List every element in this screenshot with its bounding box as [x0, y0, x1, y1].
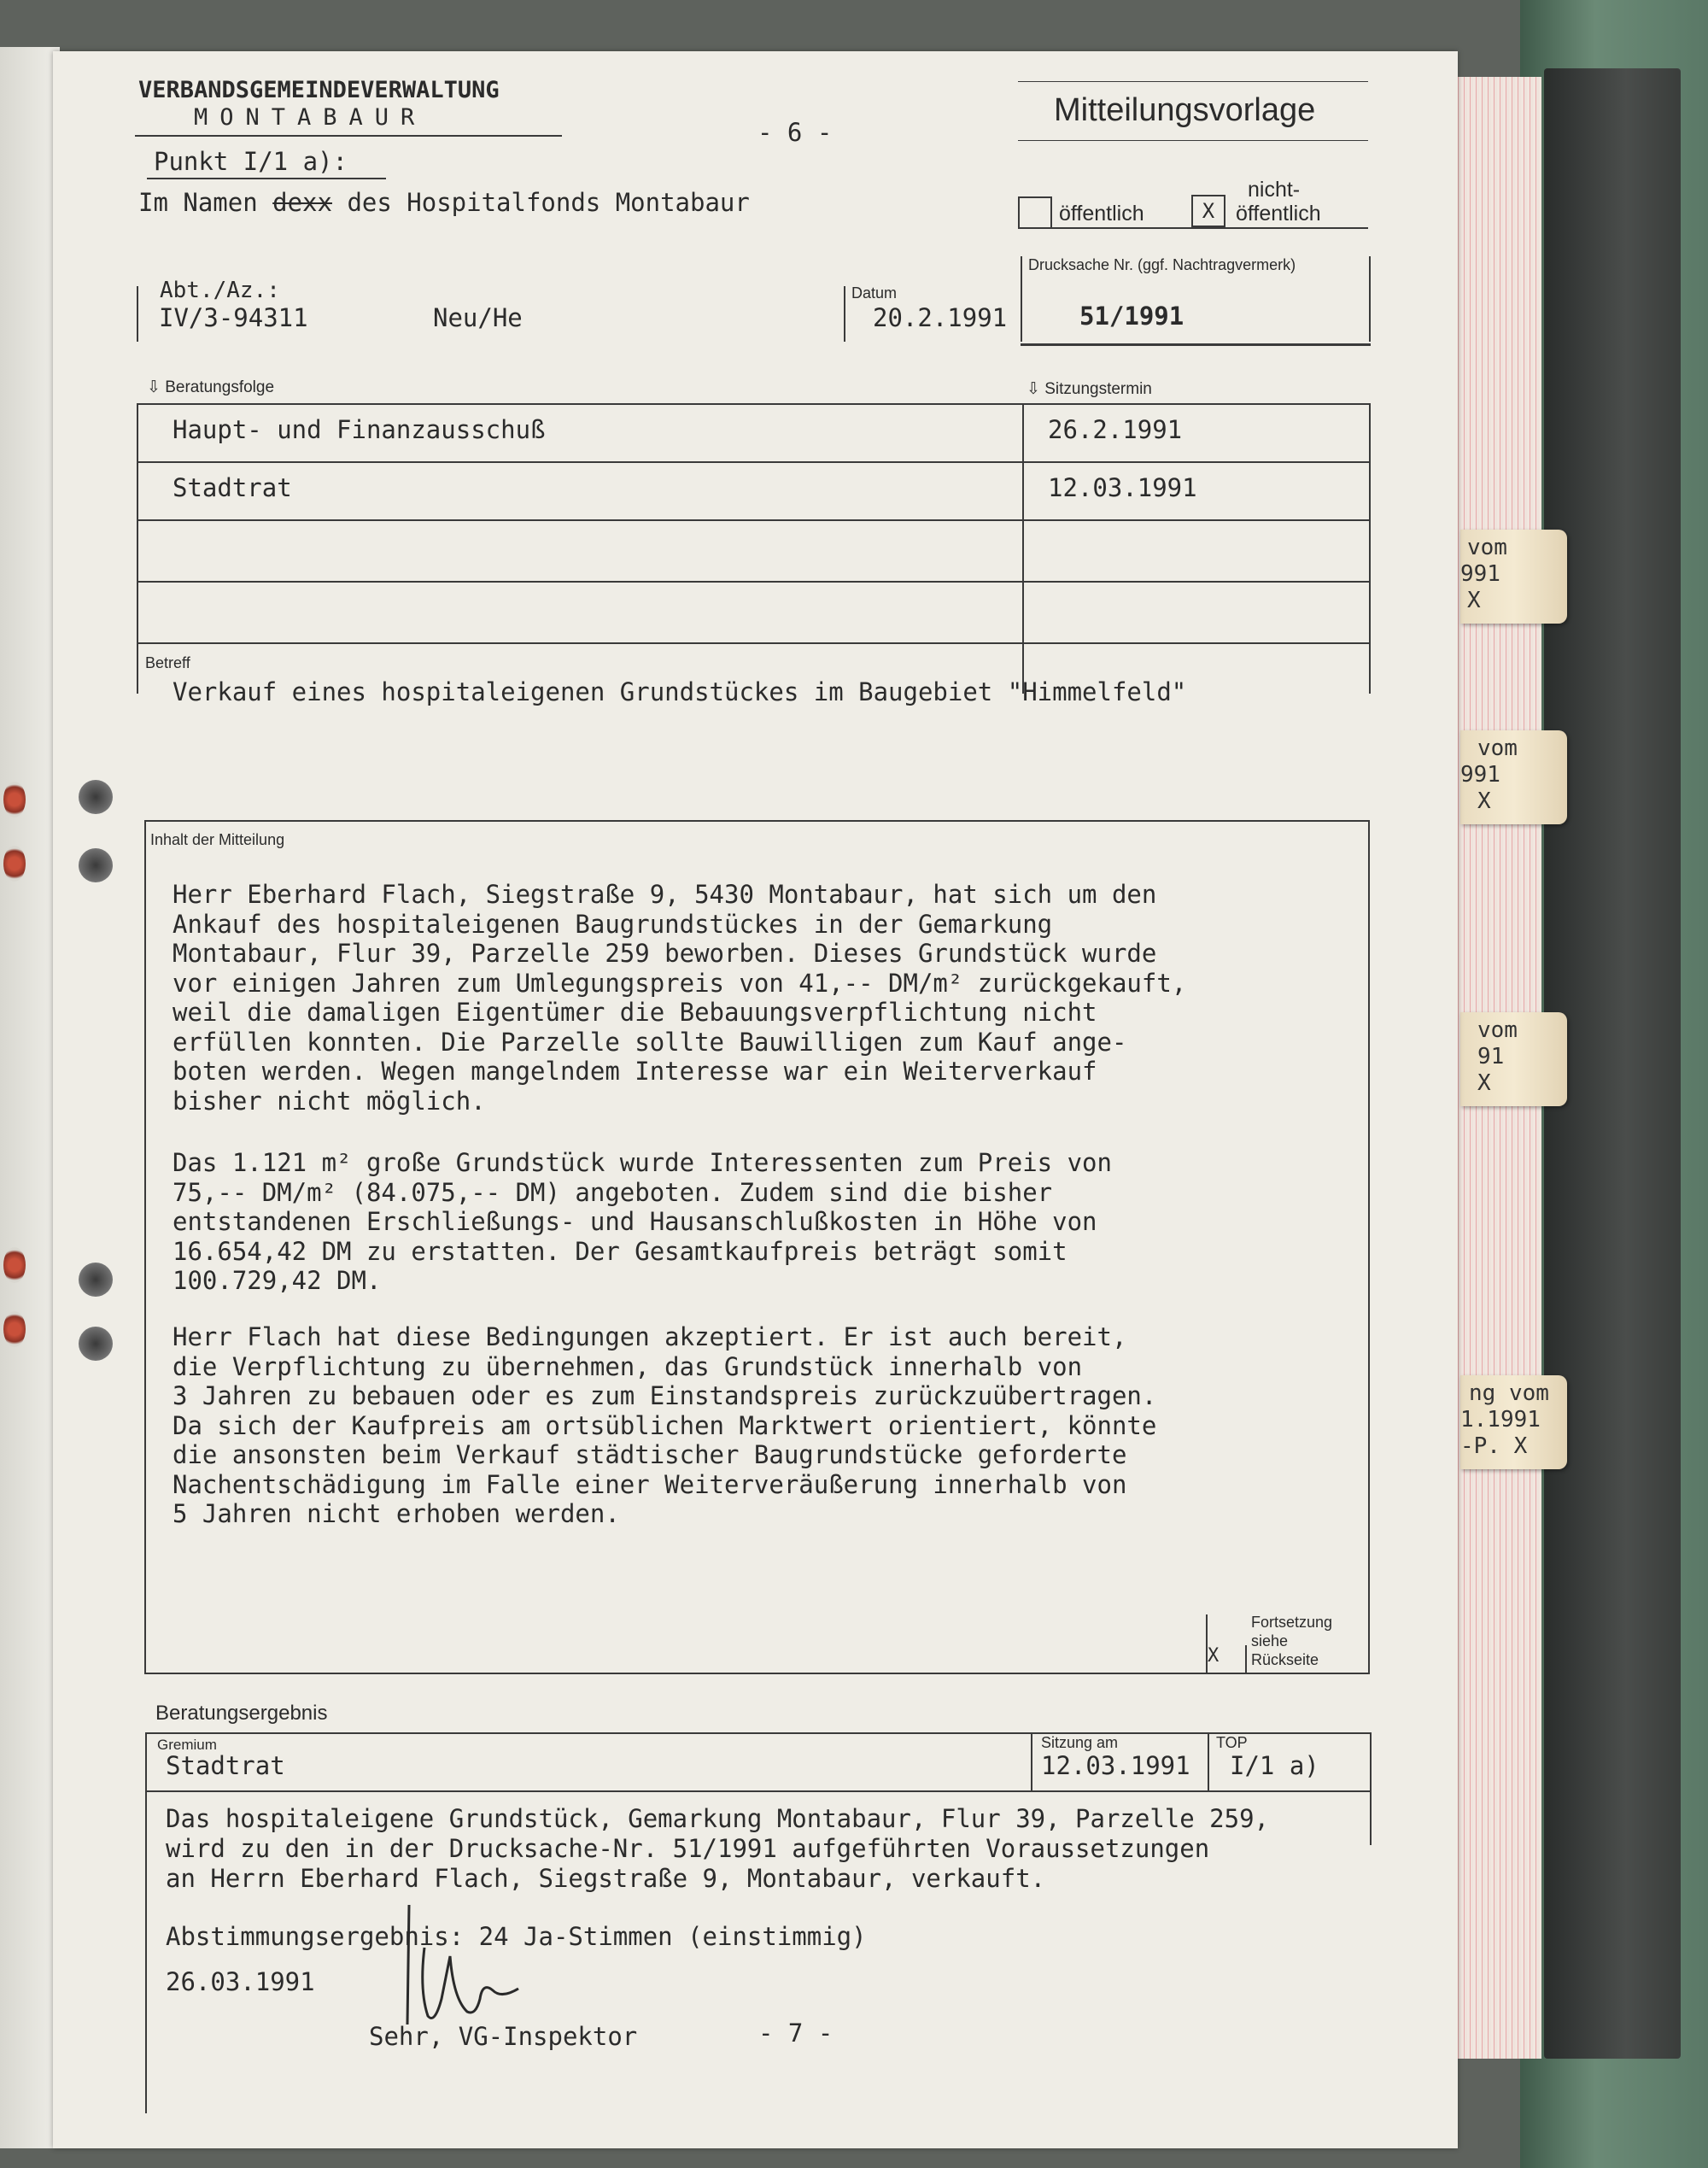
punch-hole — [79, 780, 113, 814]
mitteilung-label: Inhalt der Mitteilung — [150, 831, 285, 848]
nicht-oeffentlich-label: nicht- öffentlich — [1236, 178, 1321, 226]
index-tab[interactable]: vom 991 X — [1460, 730, 1567, 824]
betreff-label: Betreff — [145, 654, 190, 671]
sitzung-value: 12.03.1991 — [1041, 1751, 1190, 1780]
datum-value: 20.2.1991 — [873, 303, 1008, 332]
punkt: Punkt I/1 a): — [154, 147, 348, 176]
betreff-text: Verkauf eines hospitaleigenen Grundstückes im Baugebiet "Himmelfeld" — [173, 677, 1187, 706]
sitzung-label: Sitzung am — [1041, 1734, 1119, 1751]
sign-value: Neu/He — [433, 303, 523, 332]
page-number-bottom: - 7 - — [758, 2019, 834, 2048]
mitteilung-paragraph: Das 1.121 m² große Grundstück wurde Interessenten zum Preis von 75,-- DM/m² (84.075,-- DM) angeboten. Zudem sind die bisher entstandenen Erschließungs- und Hausanschlußkosten in Höhe von 16.654,42 DM zu erstatten. Der Gesamtkaufpreis beträgt somit 100.729,42 DM. — [173, 1148, 1112, 1295]
signer: Sehr, VG-Inspektor — [369, 2022, 638, 2051]
fortsetzung-label: Fortsetzung siehe Rückseite — [1251, 1614, 1333, 1668]
document-page — [53, 51, 1458, 2148]
punch-hole — [3, 782, 26, 817]
abt-value: IV/3-94311 — [159, 303, 308, 332]
punch-hole — [3, 1311, 26, 1347]
ergebnis-datum: 26.03.1991 — [166, 1967, 315, 1996]
beschluss-text: Das hospitaleigene Grundstück, Gemarkung Montabaur, Flur 39, Parzelle 259, wird zu den in der Drucksache-Nr. 51/1991 aufgeführten Voraussetzungen an Herrn Eberhard Flach, Siegstraße 9, Montabaur, verkauft. — [166, 1804, 1270, 1893]
beratung-gremium: Haupt- und Finanzausschuß — [173, 415, 546, 444]
abt-label: Abt./Az.: — [160, 278, 280, 303]
gremium-label: Gremium — [157, 1737, 217, 1753]
on-behalf: Im Namen dexx des Hospitalfonds Montabaur — [138, 188, 750, 217]
beratung-gremium: Stadtrat — [173, 473, 292, 502]
mitteilung-paragraph: Herr Flach hat diese Bedingungen akzeptiert. Er ist auch bereit, die Verpflichtung zu übernehmen, das Grundstück innerhalb von 3 Jahren zu bebauen oder es zum Einstandspreis zurückzuübertragen. Da sich der Kaufpreis am ortsüblichen Marktwert orientiert, könnte die ansonsten beim Verkauf städtischer Baugrundstücke geforderte Nachentschädigung im Falle einer Weiterveräußerung innerhalb von 5 Jahren nicht erhoben werden. — [173, 1322, 1157, 1528]
page-number-top: - 6 - — [757, 118, 833, 147]
punch-hole — [79, 1327, 113, 1361]
signature — [390, 1896, 561, 2042]
ergebnis-title: Beratungsergebnis — [155, 1702, 328, 1725]
drucksache-value: 51/1991 — [1079, 302, 1184, 331]
oeffentlich-label: öffentlich — [1059, 202, 1144, 226]
gremium-value: Stadtrat — [166, 1751, 285, 1780]
arrow-down-icon: ⇩ — [147, 378, 166, 396]
punch-hole — [3, 1247, 26, 1283]
index-tab[interactable]: ng vom 1.1991 -P. X — [1460, 1375, 1567, 1469]
facing-page — [0, 47, 60, 2148]
sitzungstermin-label: ⇩ Sitzungstermin — [1027, 380, 1152, 398]
abstimmung: Abstimmungsergebnis: 24 Ja-Stimmen (einstimmig) — [166, 1922, 867, 1951]
oeffentlich-checkbox[interactable] — [1018, 196, 1052, 229]
beratung-termin: 26.2.1991 — [1048, 415, 1183, 444]
mitteilung-paragraph: Herr Eberhard Flach, Siegstraße 9, 5430 Montabaur, hat sich um den Ankauf des hospitaleigenen Baugrundstückes in der Gemarkung Montabaur, Flur 39, Parzelle 259 beworben. Dieses Grundstück wurde vor einigen Jahren zum Umlegungspreis von 41,-- DM/m² zurückgekauft, weil die damaligen Eigentümer die Bebauungsverpflichtung nicht erfüllen konnten. Die Parzelle sollte Bauwilligen zum Kauf ange- boten werden. Wegen mangelndem Interesse war ein Weiterverkauf bisher nicht möglich. — [173, 880, 1187, 1116]
arrow-down-icon: ⇩ — [1027, 380, 1045, 398]
datum-label: Datum — [851, 284, 898, 302]
drucksache-label: Drucksache Nr. (ggf. Nachtragvermerk) — [1028, 256, 1296, 273]
index-tab[interactable]: vom 91 X — [1460, 1012, 1567, 1106]
form-type: Mitteilungsvorlage — [1054, 92, 1316, 128]
top-label: TOP — [1216, 1734, 1248, 1751]
index-tab[interactable]: vom 991 X — [1460, 530, 1567, 624]
beratungsfolge-label: ⇩ Beratungsfolge — [147, 378, 275, 396]
beratung-termin: 12.03.1991 — [1048, 473, 1197, 502]
org-name: VERBANDSGEMEINDEVERWALTUNG — [138, 77, 500, 103]
punch-hole — [3, 846, 26, 882]
punch-hole — [79, 1263, 113, 1297]
top-value: I/1 a) — [1230, 1751, 1319, 1780]
nicht-oeffentlich-checkbox[interactable]: X — [1191, 195, 1225, 227]
org-city: MONTABAUR — [194, 104, 427, 131]
fortsetzung-mark: X — [1208, 1645, 1220, 1667]
punch-hole — [79, 848, 113, 882]
